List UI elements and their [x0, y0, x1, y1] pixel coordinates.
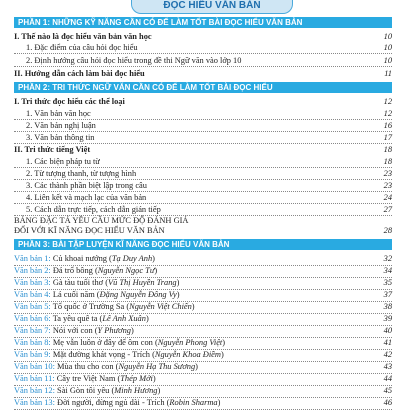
- toc-entry-page: 10: [383, 32, 392, 41]
- toc-entry-page: 10: [383, 56, 392, 65]
- text-label: Văn bản 13:: [14, 398, 55, 407]
- text-close-paren: ): [145, 314, 149, 323]
- text-label: Văn bản 11:: [14, 374, 55, 383]
- section-header-part3: PHẦN 3: BÀI TẬP LUYỆN KĨ NĂNG ĐỌC HIỂU VĂN BẢN: [14, 239, 392, 250]
- toc-entry-text: II. Tri thức tiếng Việt: [14, 145, 91, 154]
- section-header-part1: PHẦN 1: NHỮNG KỸ NĂNG CẦN CÓ ĐỂ LÀM TỐT BÀI ĐỌC HIỂU VĂN BẢN: [14, 17, 392, 28]
- text-title: Cây tre Việt Nam (: [56, 374, 121, 383]
- toc-entry-page: 38: [383, 302, 392, 311]
- toc-entry-page: 27: [383, 205, 392, 214]
- toc-entry-text: 1. Văn bản văn học: [26, 109, 91, 118]
- section-header-part2: PHẦN 2: TRI THỨC NGỮ VĂN CẦN CÓ ĐỂ LÀM TỐT BÀI ĐỌC HIỂU: [14, 82, 392, 93]
- text-title: Ta yêu quê ta (: [52, 314, 103, 323]
- text-close-paren: ): [154, 266, 158, 275]
- text-author: Robin Sharma: [169, 398, 218, 407]
- spec-table-title-line1: BẢNG ĐẶC TẢ YÊU CẦU MỨC ĐỘ ĐÁNH GIÁ: [14, 216, 189, 225]
- toc-entry-text: [14, 396, 220, 409]
- toc-entry-text: 2. Từ tượng thanh, từ tượng hình: [26, 169, 137, 178]
- text-label: Văn bản 5:: [14, 302, 51, 311]
- text-title: Đời người, đừng ngủ dài - Trích (: [57, 398, 170, 407]
- text-author: Nguyễn Khoa Điềm: [154, 350, 221, 359]
- text-title: Gà tàu tuổi thơ (: [52, 278, 108, 287]
- text-author: Tạ Duy Anh: [111, 254, 153, 263]
- text-author: Nguyễn Hạ Thu Sương: [118, 362, 196, 371]
- text-close-paren: ): [176, 290, 180, 299]
- text-close-paren: ): [157, 386, 161, 395]
- toc-entry-text: II. Hướng dẫn cách làm bài đọc hiểu: [14, 69, 145, 78]
- toc-entry-page: 28: [383, 226, 392, 235]
- toc-entry-page: 10: [383, 43, 392, 52]
- toc-entry-text: I. Tri thức đọc hiểu các thể loại: [14, 97, 125, 106]
- text-author: Nguyễn Ngọc Tư: [97, 266, 155, 275]
- text-label: Văn bản 9:: [14, 350, 51, 359]
- text-author: Minh Hương: [114, 386, 158, 395]
- text-title: Đá trổ bông (: [52, 266, 98, 275]
- text-title: Tổ quốc ở Trường Sa (: [52, 302, 130, 311]
- text-close-paren: ): [222, 338, 226, 347]
- text-close-paren: ): [220, 350, 224, 359]
- text-author: Vũ Thị Huyền Trang: [107, 278, 177, 287]
- toc-entry-page: 41: [383, 338, 392, 347]
- text-author: Y Phương: [97, 326, 131, 335]
- text-label: Văn bản 1:: [14, 254, 51, 263]
- toc-entry-text: 5. Cách dẫn trực tiếp, cách dẫn gián tiếp: [26, 205, 161, 214]
- spec-table-title-line2: ĐỐI VỚI KĨ NĂNG ĐỌC HIỂU VĂN BẢN: [14, 226, 165, 235]
- text-close-paren: ): [152, 374, 156, 383]
- toc-entry[interactable]: [14, 224, 392, 237]
- toc-entry-page: 18: [383, 145, 392, 154]
- text-label: Văn bản 6:: [14, 314, 51, 323]
- text-author: Đặng Nguyễn Đông Vy: [99, 290, 177, 299]
- toc-entry-page: 42: [383, 350, 392, 359]
- toc-entry-page: 35: [383, 278, 392, 287]
- toc-entry-text: 3. Các thành phần biệt lập trong câu: [26, 181, 147, 190]
- text-close-paren: ): [191, 302, 195, 311]
- text-label: Văn bản 3:: [14, 278, 51, 287]
- toc-entry-page: 16: [383, 121, 392, 130]
- toc-entry-page: 44: [383, 374, 392, 383]
- text-title: Mặt đường khát vọng - Trích (: [52, 350, 155, 359]
- text-close-paren: ): [152, 254, 155, 263]
- toc-entry-page: 45: [383, 386, 392, 395]
- toc-entry-text: I. Thế nào là đọc hiểu văn bản văn học: [14, 32, 152, 41]
- toc-entry-page: 23: [383, 169, 392, 178]
- toc-entry-page: 12: [383, 97, 392, 106]
- toc-entry-page: 34: [383, 266, 392, 275]
- text-label: Văn bản 7:: [14, 326, 51, 335]
- toc-entry-page: 18: [383, 157, 392, 166]
- text-label: Văn bản 10:: [14, 362, 55, 371]
- toc-entry-page: 11: [384, 69, 392, 78]
- text-label: Văn bản 2:: [14, 266, 51, 275]
- toc-entry[interactable]: [14, 54, 392, 67]
- toc-entry-page: 37: [383, 290, 392, 299]
- text-close-paren: ): [176, 278, 180, 287]
- toc-entry-page: 39: [383, 314, 392, 323]
- toc-entry-page: 43: [383, 362, 392, 371]
- toc-entry-text: 4. Liên kết và mạch lạc của văn bản: [26, 193, 147, 202]
- text-label: Văn bản 8:: [14, 338, 51, 347]
- toc-entry-text: 2. Định hướng câu hỏi đọc hiểu trong đề thi Ngữ văn vào lớp 10: [26, 56, 242, 65]
- toc-entry-page: 23: [383, 181, 392, 190]
- toc-entry[interactable]: [14, 41, 392, 54]
- toc-entry-text-13[interactable]: [14, 396, 392, 410]
- text-close-paren: ): [130, 326, 134, 335]
- toc-entry-text: 2. Văn bản nghị luận: [26, 121, 96, 130]
- text-label: Văn bản 4:: [14, 290, 51, 299]
- text-title: Mùa thu cho con (: [57, 362, 119, 371]
- text-title: Lá cuối năm (: [52, 290, 100, 299]
- text-title: Mẹ vẫn luôn ở đây để ôm con (: [52, 338, 158, 347]
- toc-entry-page: 12: [383, 109, 392, 118]
- text-author: Nguyễn Phong Việt: [157, 338, 223, 347]
- toc-entry-text: 1. Các biện pháp tu từ: [26, 157, 100, 166]
- toc-entry-text: 3. Văn bản thông tin: [26, 133, 95, 142]
- text-close-paren: ): [217, 398, 221, 407]
- toc-entry-page: 46: [383, 398, 392, 407]
- text-close-paren: ): [195, 362, 198, 371]
- document-title: ĐỌC HIỂU VĂN BẢN: [163, 0, 261, 11]
- text-label: Văn bản 12:: [14, 386, 55, 395]
- toc-entry-text: 1. Đặc điểm của câu hỏi đọc hiểu: [26, 43, 138, 52]
- text-author: Thép Mới: [120, 374, 153, 383]
- text-title: Nói với con (: [52, 326, 98, 335]
- text-author: Nguyễn Việt Chiến: [129, 302, 192, 311]
- text-author: Lê Anh Xuân: [102, 314, 146, 323]
- text-title: Sài Gòn tôi yêu (: [57, 386, 115, 395]
- toc-entry[interactable]: [14, 67, 392, 80]
- toc-entry-page: 40: [383, 326, 392, 335]
- title-banner: [131, 0, 293, 14]
- toc-entry-page: 32: [383, 254, 392, 263]
- text-title: Củ khoai nướng (: [52, 254, 112, 263]
- toc-entry-page: 24: [383, 193, 392, 202]
- toc-entry-page: 17: [383, 133, 392, 142]
